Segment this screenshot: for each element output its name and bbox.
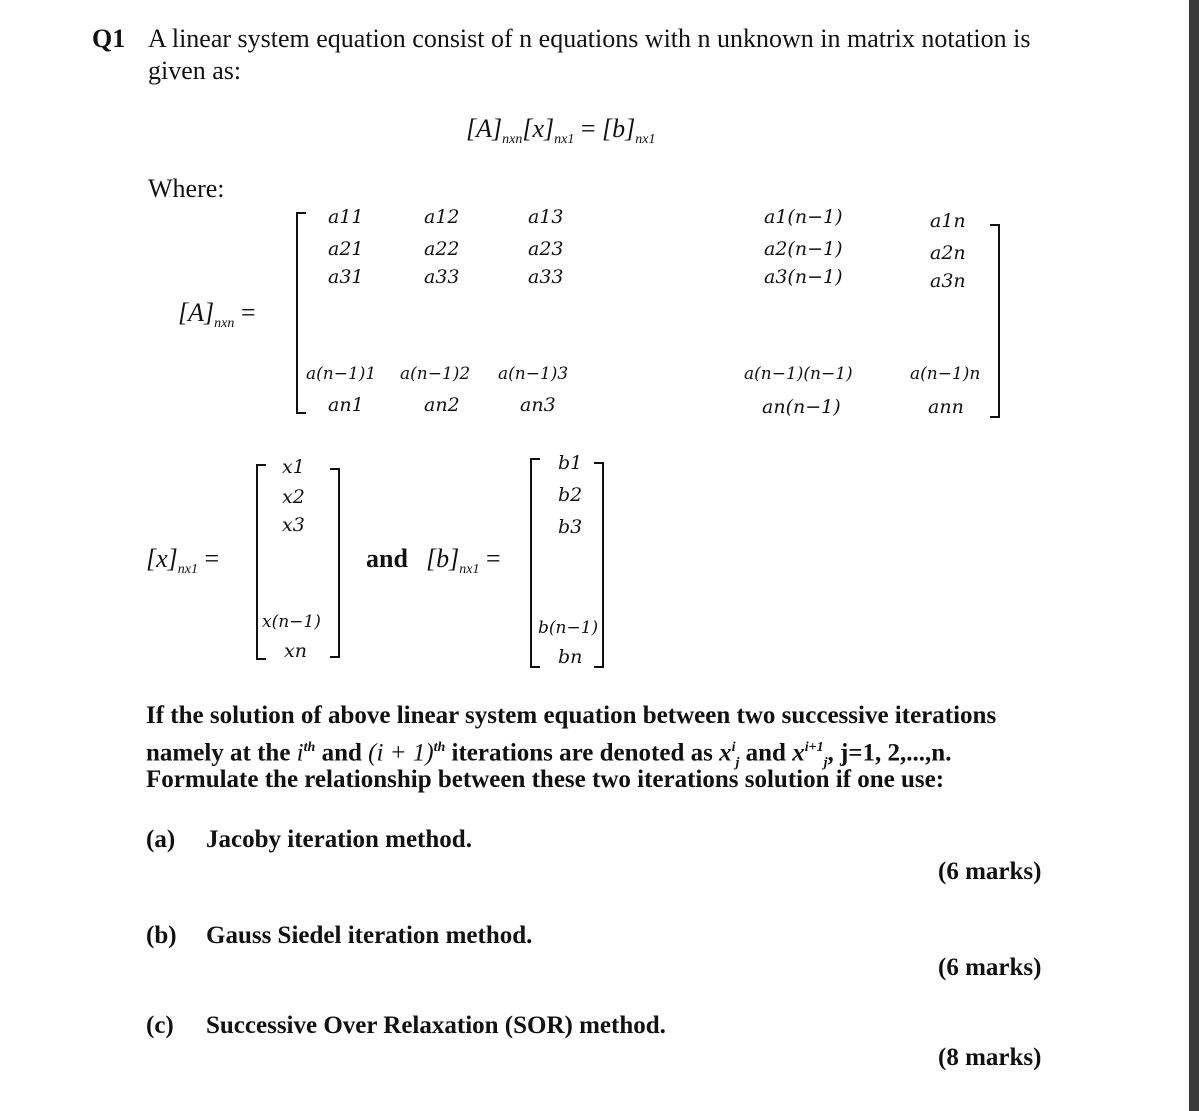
part-c-marks: (8 marks)	[938, 1044, 1042, 1071]
part-a-marks: (6 marks)	[938, 858, 1042, 885]
matrix-A-cell: an1	[328, 394, 364, 416]
matrix-A-symbol: [A]	[178, 298, 215, 327]
eq-x-sub: nx1	[554, 132, 575, 148]
vector-x-right-bracket	[330, 468, 340, 658]
vector-x-entry: x2	[282, 486, 305, 508]
matrix-A-cell: a2(n−1)	[764, 238, 843, 260]
matrix-A-cell: a1n	[930, 210, 966, 232]
where-label: Where:	[148, 174, 225, 203]
matrix-A-cell: a(n−1)3	[498, 364, 569, 384]
part-b-marks: (6 marks)	[938, 954, 1042, 981]
page-border	[1189, 0, 1199, 1111]
paragraph-line-3: Formulate the relationship between these two iterations solution if one use:	[146, 766, 945, 793]
matrix-A-right-bracket	[990, 224, 1000, 418]
vector-x-entry: x3	[282, 514, 305, 536]
vector-x-equals: =	[204, 544, 220, 573]
matrix-A-cell: a31	[328, 266, 364, 288]
part-b-text: Gauss Siedel iteration method.	[206, 922, 533, 949]
vector-x-sub: nx1	[177, 562, 198, 578]
part-a-label: (a)	[146, 826, 176, 853]
eq-equals: =	[580, 114, 596, 143]
para-x: x	[792, 739, 805, 767]
matrix-A-label	[178, 298, 256, 332]
matrix-A-cell: a(n−1)(n−1)	[744, 364, 853, 384]
vector-b-entry: b1	[558, 452, 583, 474]
para-text: iterations are denoted as	[445, 739, 720, 767]
vector-x-entry: x(n−1)	[262, 612, 321, 632]
matrix-A-cell: a23	[528, 238, 564, 260]
question-line-2: given as:	[148, 56, 242, 85]
para-x: x	[719, 739, 732, 767]
matrix-A-cell: a11	[328, 206, 364, 228]
para-text: namely at the	[146, 739, 297, 767]
para-text: , j=1, 2,...,n.	[827, 739, 952, 767]
matrix-A-cell: a(n−1)2	[400, 364, 471, 384]
para-text: and	[315, 739, 369, 767]
matrix-A-cell: a12	[424, 206, 460, 228]
matrix-A-equals: =	[240, 298, 256, 327]
para-x-sup: i+1	[804, 740, 824, 755]
part-a-text: Jacoby iteration method.	[206, 826, 472, 853]
vector-b-entry: bn	[558, 646, 583, 668]
matrix-A-cell: a33	[528, 266, 564, 288]
eq-A: [A]	[466, 114, 503, 143]
question-line-1: A linear system equation consist of n equations with n unknown in matrix notation is	[148, 24, 1031, 53]
matrix-A-cell: a13	[528, 206, 564, 228]
matrix-A-cell: a2n	[930, 242, 966, 264]
vector-b-label	[426, 544, 501, 578]
matrix-A-cell: ann	[928, 396, 964, 418]
matrix-A-cell: an2	[424, 394, 460, 416]
vector-b-symbol: [b]	[426, 544, 460, 573]
vector-b-entry: b2	[558, 484, 583, 506]
vector-x-entry: x1	[282, 456, 305, 478]
eq-A-sub: nxn	[502, 132, 523, 148]
matrix-A-cell: a3(n−1)	[764, 266, 843, 288]
matrix-A-left-bracket	[296, 212, 306, 414]
part-c-text: Successive Over Relaxation (SOR) method.	[206, 1012, 666, 1039]
eq-b-sub: nx1	[635, 132, 656, 148]
matrix-A-cell: a(n−1)1	[306, 364, 377, 384]
part-c-label: (c)	[146, 1012, 174, 1039]
para-text: and	[739, 739, 793, 767]
vector-b-equals: =	[485, 544, 501, 573]
para-i-plus-1: (i + 1)	[368, 739, 434, 767]
para-th: th	[303, 740, 316, 755]
vector-b-entry: b(n−1)	[538, 618, 599, 638]
matrix-A-cell: a33	[424, 266, 460, 288]
question-number: Q1	[92, 24, 126, 53]
matrix-A-cell: a(n−1)n	[910, 364, 981, 384]
vector-x-symbol: [x]	[146, 544, 178, 573]
main-equation	[466, 114, 655, 148]
matrix-A-sub: nxn	[214, 316, 235, 332]
eq-x: [x]	[522, 114, 555, 143]
paragraph-line-1: If the solution of above linear system equation between two successive iterations	[146, 702, 997, 729]
para-x-sup: i	[731, 740, 736, 755]
matrix-A-cell: a1(n−1)	[764, 206, 843, 228]
and-text: and	[366, 544, 408, 573]
vector-b-entry: b3	[558, 516, 583, 538]
eq-b: [b]	[602, 114, 636, 143]
vector-x-label	[146, 544, 219, 578]
part-b-label: (b)	[146, 922, 177, 949]
matrix-A-cell: an3	[520, 394, 556, 416]
vector-b-sub: nx1	[459, 562, 480, 578]
vector-x-entry: xn	[284, 640, 307, 662]
matrix-A-cell: an(n−1)	[762, 396, 841, 418]
para-th: th	[433, 740, 446, 755]
matrix-A-cell: a3n	[930, 270, 966, 292]
para-i: i	[296, 739, 304, 767]
matrix-A-cell: a21	[328, 238, 364, 260]
para-x-sub: j	[735, 755, 740, 771]
para-x-sub: j	[823, 755, 828, 771]
matrix-A-cell: a22	[424, 238, 460, 260]
